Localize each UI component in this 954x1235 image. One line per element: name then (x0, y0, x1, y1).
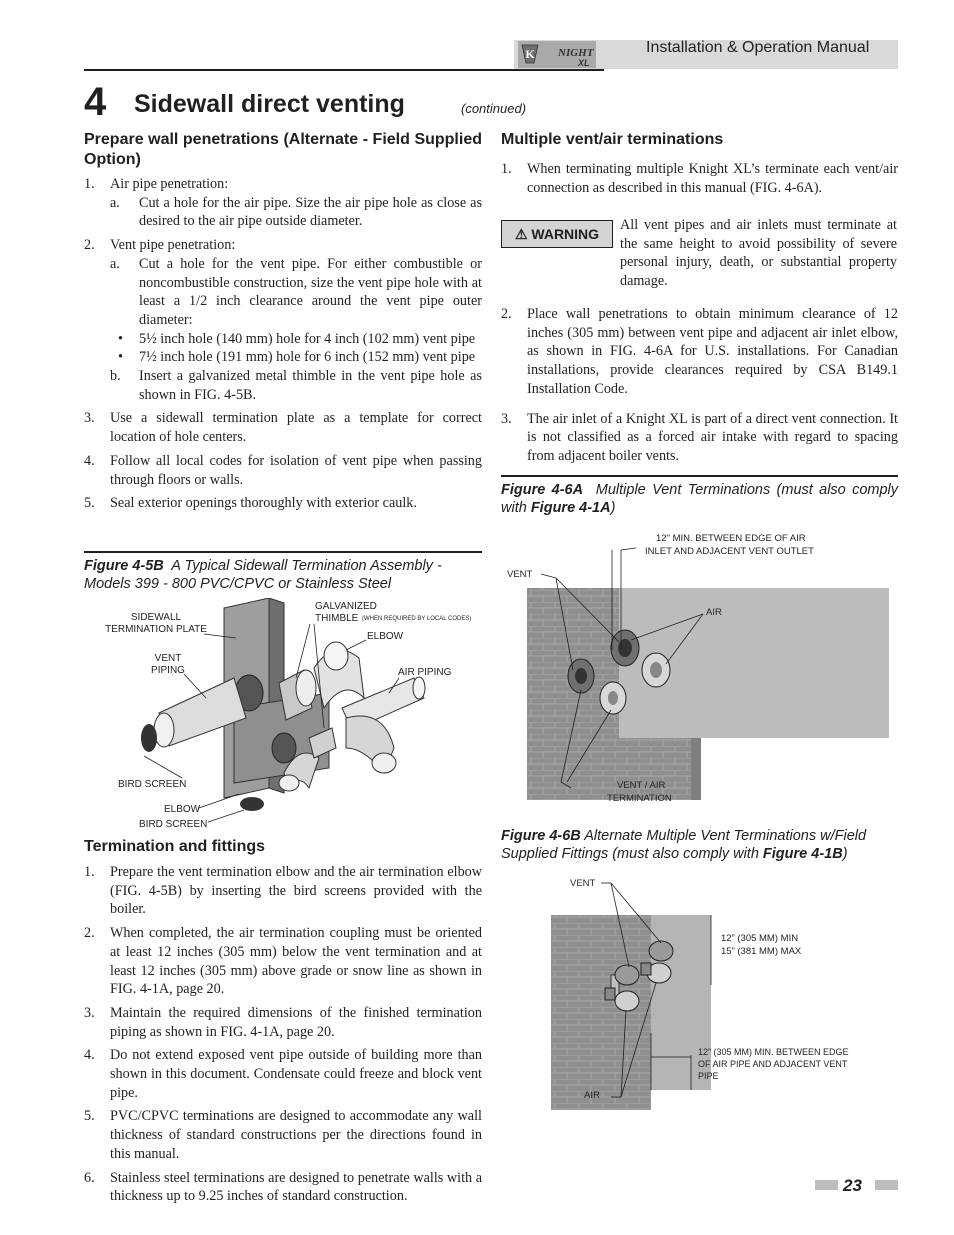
list-item: 3. Maintain the required dimensions of the finished termination piping as shown in FIG. 4-1A, page 20. (84, 1004, 482, 1040)
label-thimble-note: (WHEN REQUIRED BY LOCAL CODES) (362, 616, 472, 622)
warning-text: All vent pipes and air inlets must terminate at the same height to avoid possibility of severe personal injury, death, or substantial property damage. (620, 217, 897, 290)
label-elbow-top: ELBOW (367, 631, 404, 642)
figure-rule (501, 475, 898, 477)
chapter-continued: (continued) (461, 101, 527, 116)
list-item: 1. Air pipe penetration: (84, 176, 229, 192)
list-item: b. Insert a galvanized metal thimble in the vent pipe hole as shown in FIG. 4-5B. (110, 368, 482, 403)
section-title-multiple-terminations: Multiple vent/air terminations (501, 131, 724, 148)
figure-4-6a-caption: Figure 4-6A Multiple Vent Terminations (must also comply with Figure 4-1A) (501, 482, 899, 516)
svg-text:XL: XL (578, 58, 590, 68)
termination-fittings-section (84, 837, 482, 1211)
wall-penetration-steps (84, 175, 482, 513)
list-item: a. Cut a hole for the vent pipe. For either combustible or noncombustible construction, size the vent pipe hole with at least a 1/2 inch clearance around the vent pipe outer diameter: (110, 255, 482, 328)
label-min-between: 12” (305 MM) MIN. BETWEEN EDGE OF AIR PIPE AND ADJACENT VENT PIPE (698, 1047, 849, 1081)
knight-xl-logo (518, 41, 596, 68)
label-vent: VENT (507, 569, 533, 580)
list-item: a. Cut a hole for the air pipe. Size the air pipe hole as close as desired to the air pipe outside diameter. (110, 194, 482, 230)
label-vent: VENT (570, 878, 596, 889)
list-item: 3. Use a sidewall termination plate as a template for correct location of hole centers. (84, 410, 482, 446)
left-column (84, 130, 482, 518)
label-vent-air-1: VENT / AIR (617, 780, 666, 791)
label-bird-screen-2: BIRD SCREEN (139, 819, 208, 830)
figure-4-6b-caption: Figure 4-6B Alternate Multiple Vent Terminations w/Field Supplied Fittings (must also comply with Figure 4-1B) (501, 828, 867, 862)
figure-4-6a-illustration (501, 530, 898, 810)
list-item: • 5½ inch hole (140 mm) hole for 4 inch (102 mm) vent pipe (118, 330, 476, 347)
label-min-line-2: INLET AND ADJACENT VENT OUTLET (645, 546, 814, 557)
list-item: 5. Seal exterior openings thoroughly with exterior caulk. (84, 495, 417, 512)
svg-text:NIGHT: NIGHT (558, 47, 594, 59)
label-minmax-1: 12” (305 MM) MIN (721, 933, 799, 944)
page-number: 23 (843, 1176, 862, 1195)
manual-title: Installation & Operation Manual (646, 39, 870, 56)
termination-steps (84, 863, 482, 1206)
label-min-line-1: 12" MIN. BETWEEN EDGE OF AIR (656, 533, 806, 544)
section-title-wall-penetrations: Prepare wall penetrations (Alternate - Field Supplied Option) (84, 131, 482, 168)
list-item: 2. Place wall penetrations to obtain minimum clearance of 12 inches (305 mm) between vent pipe and adjacent air inlet elbow, as shown in FIG. 4-6A for U.S. installations. For Canadian installations, provide clearances required by CSA B149.1 Installation Code. (501, 306, 898, 397)
figure-4-5b-caption: Figure 4-5B A Typical Sidewall Termination Assembly - Models 399 - 800 PVC/CPVC or Stainless Steel (84, 558, 442, 592)
list-item: 3. The air inlet of a Knight XL is part of a direct vent connection. It is not classified as a forced air intake with regard to spacing from adjacent boiler vents. (501, 410, 898, 464)
list-item: 6. Stainless steel terminations are designed to penetrate walls with a thickness up to 9.25 inches of standard construction. (84, 1169, 482, 1205)
list-item: 1. When terminating multiple Knight XL’s terminate each vent/air connection as described in this manual (FIG. 4-6A). (501, 161, 898, 196)
label-bird-screen-1: BIRD SCREEN (118, 779, 187, 790)
label-air: AIR (706, 607, 722, 618)
list-item: • 7½ inch hole (191 mm) hole for 6 inch (152 mm) vent pipe (118, 349, 476, 366)
list-item: 2. Vent pipe penetration: (84, 237, 236, 254)
header-rule (84, 69, 604, 71)
warning-icon: ⚠ (514, 226, 528, 242)
figure-rule (84, 551, 482, 553)
warning-badge: ⚠ WARNING (501, 220, 613, 248)
list-item: 5. PVC/CPVC terminations are designed to accommodate any wall thickness of standard constructions per the directions found in this manual. (84, 1108, 482, 1162)
multiple-terminations-step-1 (501, 160, 898, 197)
label-vent-air-2: TERMINATION (607, 793, 672, 804)
label-galvanized-thimble: GALVANIZED THIMBLE (315, 601, 377, 624)
label-minmax-2: 15” (381 MM) MAX (721, 946, 802, 957)
page-number-bar-right (875, 1180, 898, 1190)
chapter-title: Sidewall direct venting (134, 90, 405, 118)
chapter-number: 4 (84, 80, 107, 124)
label-termination-plate: SIDEWALL TERMINATION PLATE (105, 612, 207, 635)
list-item: 4. Do not extend exposed vent pipe outside of building more than shown in this document. Condensate could freeze and block vent pipe. (84, 1047, 482, 1101)
section-title-termination-fittings: Termination and fittings (84, 838, 266, 855)
label-vent-piping: VENT PIPING (151, 653, 185, 676)
svg-text:K: K (525, 47, 535, 61)
multiple-terminations-steps (501, 305, 898, 471)
right-column (501, 130, 898, 202)
list-item: 4. Follow all local codes for isolation of vent pipe when passing through floors or walls. (84, 452, 482, 488)
list-item: 1. Prepare the vent termination elbow and the air termination elbow (FIG. 4-5B) by inserting the bird screens provided with the boiler. (84, 864, 482, 918)
page-number-bar-left (815, 1180, 838, 1190)
label-air: AIR (584, 1090, 600, 1101)
label-air-piping: AIR PIPING (398, 667, 452, 678)
label-elbow-bottom: ELBOW (164, 804, 201, 815)
list-item: 2. When completed, the air termination coupling must be oriented at least 12 inches (305 mm) below the vent termination and at least 12 inches (305 mm) above grade or snow line as shown in FIG. 4-1A, page 20. (84, 925, 482, 998)
